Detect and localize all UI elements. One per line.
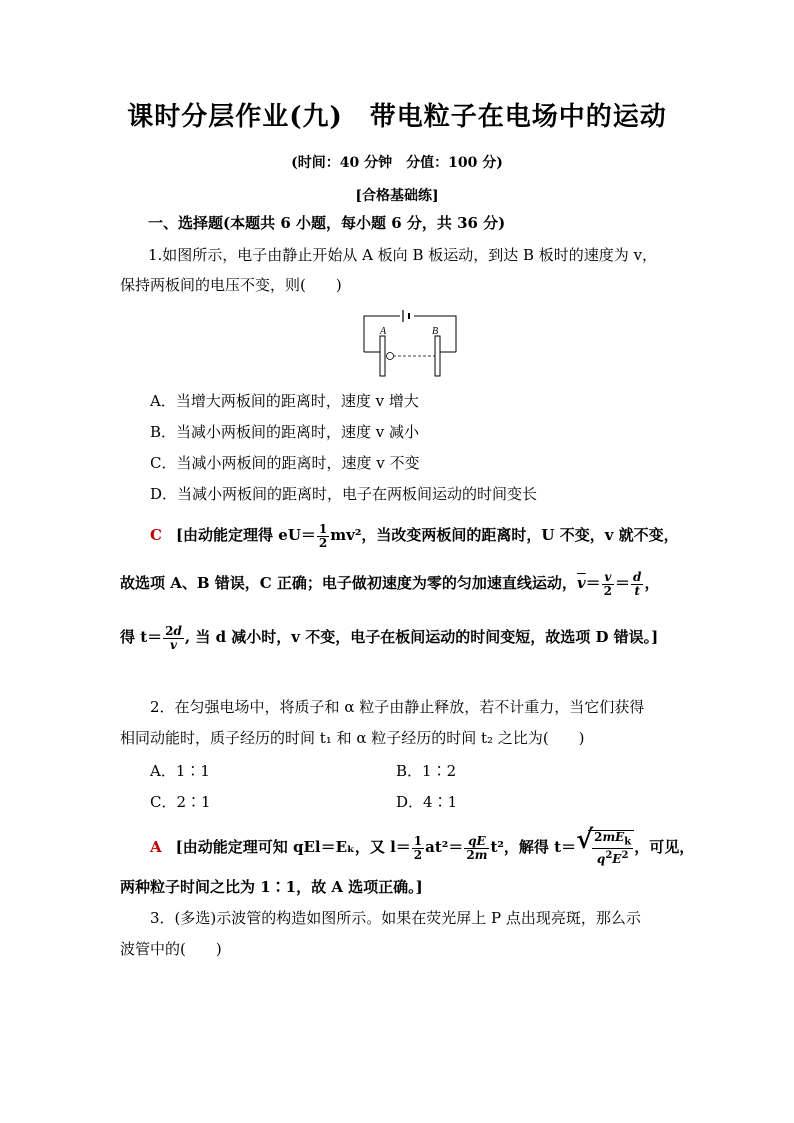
part-heading: 一、选择题(本题共 6 小题，每小题 6 分，共 36 分): [148, 214, 506, 232]
q1-option-d: D．当减小两板间的距离时，电子在两板间运动的时间变长: [150, 485, 538, 503]
q1-explanation-line3: 得 t＝ $\frac{2d}{v}$ , 当 d 减小时，v 不变，电子在板间运动的时间变短，故选项 D 错误。]: [120, 623, 659, 652]
q2-option-b: B．1∶2: [396, 762, 457, 780]
q1-explanation-line1: C [由动能定理得 eU＝ $\frac{1}{2}$ mv²，当改变两板间的距离时，U 不变，v 就不变，: [150, 521, 679, 550]
q1-plates-diagram: [358, 310, 462, 382]
plate-b-label: B: [432, 326, 439, 337]
q1-option-c: C．当减小两板间的距离时，速度 v 不变: [150, 454, 420, 472]
q2-option-d: D．4∶1: [396, 793, 458, 811]
page-title: 课时分层作业(九) 带电粒子在电场中的运动: [127, 102, 667, 132]
q2-explanation-line1: A [由动能定理可知 qEl＝Eₖ，又 l＝ $\frac{1}{2}$ at²＝ $\frac{qE}{2m}$ t²，解得 t＝ √ $\frac{2mE_k}{q^2E^2}$ ，可见，: [150, 830, 694, 866]
q1-option-a: A．当增大两板间的距离时，速度 v 增大: [150, 392, 419, 410]
q1-stem-line1: 1.如图所示，电子由静止开始从 A 板向 B 板运动，到达 B 板时的速度为 v，: [148, 246, 658, 264]
q1-option-b: B．当减小两板间的距离时，速度 v 减小: [150, 423, 420, 441]
q3-stem-line2: 波管中的( ): [120, 940, 222, 958]
q1-explanation-line2: 故选项 A、B 错误，C 正确；电子做初速度为零的匀加速直线运动，$\overline{v}=$ $\frac{v}{2}$ ＝ $\frac{d}{t}$ ，: [120, 569, 660, 598]
q2-option-c: C．2∶1: [150, 793, 211, 811]
q2-option-a: A．1∶1: [150, 762, 210, 780]
section-heading: [合格基础练]: [355, 188, 439, 204]
q2-answer: A: [150, 838, 162, 857]
q2-stem-line1: 2．在匀强电场中，将质子和 α 粒子由静止释放，若不计重力，当它们获得: [150, 698, 645, 716]
time-score-info: (时间：40 分钟 分值：100 分): [291, 155, 503, 171]
q2-explanation-line2: 两种粒子时间之比为 1∶1，故 A 选项正确。]: [120, 878, 423, 896]
plate-a-label: A: [380, 326, 387, 337]
q1-answer: C: [150, 526, 162, 544]
q2-stem-line2: 相同动能时，质子经历的时间 t₁ 和 α 粒子经历的时间 t₂ 之比为( ): [120, 729, 585, 747]
q1-stem-line2: 保持两板间的电压不变，则( ): [120, 276, 342, 294]
q3-stem-line1: 3．(多选)示波管的构造如图所示。如果在荧光屏上 P 点出现亮斑，那么示: [150, 909, 641, 927]
